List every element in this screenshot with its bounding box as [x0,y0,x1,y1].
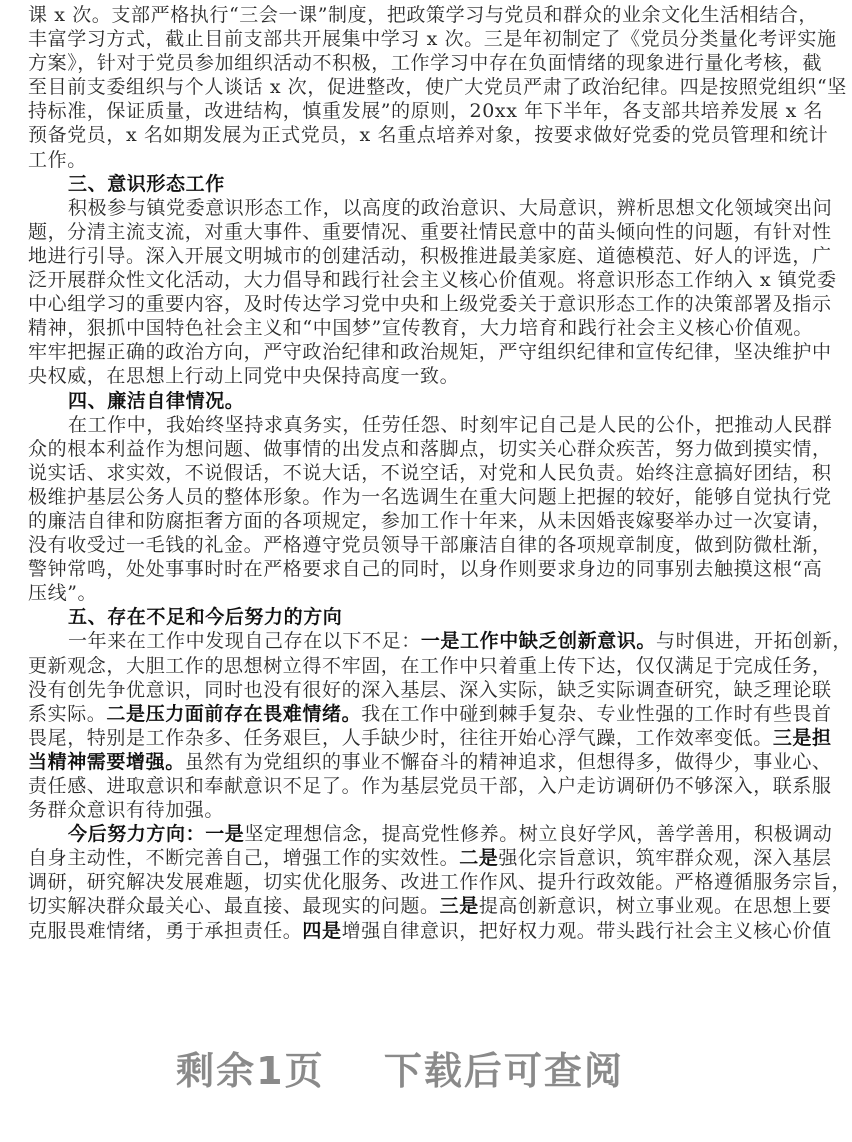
bold-text: 一是 [205,823,245,846]
text-line [28,870,852,894]
text-segment: 务群众意识有待加强。 [28,799,225,822]
text-line [28,75,847,99]
text-segment: 极维护基层公务人员的整体形象。作为一名选调生在重大问题上把握的较好，能够自觉执行党 [28,485,832,508]
text-segment: 自身主动性，不断完善自己，增强工作的实效性。 [28,847,460,870]
text-line [28,533,832,557]
text-line [28,268,837,292]
bold-text: 二是压力面前存在畏难情绪。 [106,702,362,725]
text-segment: 丰富学习方式，截止目前支部共开展集中学习 x 次。三是年初制定了《党员分类量化考评实施 [28,28,837,51]
text-line [28,27,837,51]
text-line [28,148,772,172]
text-line [28,846,832,870]
text-segment: 工作。 [28,148,87,171]
bold-text: 一是工作中缺乏创新意识。 [420,630,657,653]
section-heading [28,172,772,196]
download-to-view-text: 下载后可查阅 [383,1049,624,1093]
text-segment: 责任感、进取意识和奉献意识不足了。作为基层党员干部，入户走访调研仍不够深入，联系服 [28,775,832,797]
text-segment: 增强自律意识，把好权力观。带头践行社会主义核心价值 [341,919,832,942]
text-line [28,316,814,340]
text-segment: 众的根本利益作为想问题、做事情的出发点和落脚点，切实关心群众疾苦，努力做到摸实情， [28,437,832,460]
text-segment: 课 x 次。支部严格执行“三会一课”制度，把政策学习与党员和群众的业余文化生活相结合， [28,4,819,26]
text-segment: 坚定理想信念，提高党性修养。树立良好学风，善学善用，积极调动 [244,823,833,846]
text-segment: 积极参与镇党委意识形态工作，以高度的政治意识、大局意识，辨析思想文化领域突出问 [68,196,833,219]
text-line [28,750,832,774]
text-line [28,678,832,702]
text-line [28,292,832,316]
bold-text: 五、存在不足和今后努力的方向 [68,606,343,629]
document-body [28,3,852,943]
text-line [28,364,772,388]
text-segment: 精神，狠抓中国特色社会主义和“中国梦”宣传教育，大力培育和践行社会主义核心价值观。 [28,317,814,340]
text-segment: 地进行引导。深入开展文明城市的创建活动，积极推进最美家庭、道德模范、好人的评选，广 [28,244,832,267]
bold-text: 今后努力方向： [68,823,206,846]
section-heading [28,389,772,413]
text-segment: 在工作中，我始终坚持求真务实，任劳任怨、时刻牢记自己是人民的公仆，把推动人民群 [68,413,833,436]
text-segment: 持标准，保证质量，改进结构，慎重发展”的原则，20xx 年下半年，各支部共培养发展 x 名 [28,100,824,123]
text-segment: 我在工作中碰到棘手复杂、专业性强的工作时有些畏首 [361,702,832,725]
text-line [28,919,832,943]
bold-text: 当精神需要增强。 [28,750,185,773]
text-segment: 与时俱进，开拓创新， [656,630,852,653]
text-segment: 的廉洁自律和防腐拒奢方面的各项规定，参加工作十年来，从未因婚丧嫁娶举办过一次宴请， [28,509,832,532]
text-segment: 压线”。 [28,582,98,605]
text-segment: 题，分清主流支流，对重大事件、重要情况、重要社情民意中的苗头倾向性的问题，有针对性 [28,220,832,243]
text-line [28,123,829,147]
bold-text: 三是担 [772,726,832,749]
bold-text: 四、廉洁自律情况。 [68,389,245,412]
remaining-pages-text: 剩余1页 [176,1049,325,1093]
text-line [28,485,832,509]
text-segment: 切实解决群众最关心、最直接、最现实的问题。 [28,895,440,918]
text-segment: 方案》，针对于党员参加组织活动不积极，工作学习中存在负面情绪的现象进行量化考核，截 [28,52,823,75]
text-line [28,774,832,798]
bold-text: 四是 [302,919,342,942]
text-line [28,51,823,75]
text-segment: 央权威，在思想上行动上同党中央保持高度一致。 [28,365,460,388]
text-segment: 牢牢把握正确的政治方向，严守政治纪律和政治规矩，严守组织纪律和宣传纪律，坚决维护中 [28,341,832,364]
text-line [28,702,832,726]
bold-text: 三是 [439,895,479,918]
text-segment: 没有收受过一毛钱的礼金。严格遵守党员领导干部廉洁自律的各项规章制度，做到防微杜渐， [28,534,832,557]
text-segment: 至目前支委组织与个人谈话 x 次，促进整改，使广大党员严肃了政治纪律。四是按照党组织“坚 [28,76,847,99]
text-line [28,99,824,123]
text-line [28,557,823,581]
text-segment: 说实话、求实效，不说假话，不说大话，不说空话，对党和人民负责。始终注意搞好团结，积 [28,461,832,484]
text-segment: 调研，研究解决发展难题，切实优化服务、改进工作作风、提升行政效能。严格遵循服务宗旨， [28,871,852,894]
text-segment: 畏尾，特别是工作杂多、任务艰巨，人手缺少时，往往开始心浮气躁，工作效率变低。 [28,726,773,749]
text-segment: 虽然有为党组织的事业不懈奋斗的精神追求，但想得多，做得少，事业心、 [184,750,832,773]
text-segment: 预备党员，x 名如期发展为正式党员，x 名重点培养对象，按要求做好党委的党员管理和统计 [28,124,829,147]
text-line [28,220,832,244]
text-line [28,798,772,822]
text-segment: 泛开展群众性文化活动，大力倡导和践行社会主义核心价值观。将意识形态工作纳入 x 镇党委 [28,269,837,292]
text-line [28,726,832,750]
text-segment: 提高创新意识，树立事业观。在思想上要 [478,895,832,918]
text-segment: 警钟常鸣，处处事事时时在严格要求自己的同时，以身作则要求身边的同事别去触摸这根“高 [28,558,823,581]
text-line [28,244,832,268]
text-segment: 更新观念，大胆工作的思想树立得不牢固，在工作中只着重上传下达，仅仅满足于完成任务， [28,654,832,677]
text-segment: 克服畏难情绪，勇于承担责任。 [28,919,303,942]
text-segment: 一年来在工作中发现自己存在以下不足： [68,630,421,653]
text-line [28,581,772,605]
text-line [28,3,819,27]
text-line [28,822,833,846]
text-line [28,509,832,533]
bold-text: 三、意识形态工作 [68,172,225,195]
text-segment: 没有创先争优意识，同时也没有很好的深入基层、深入实际，缺乏实际调查研究，缺乏理论联 [28,678,832,701]
text-line [28,629,852,653]
text-segment: 系实际。 [28,702,107,725]
text-line [28,413,833,437]
text-line [28,894,832,918]
text-line [28,437,832,461]
text-segment: 强化宗旨意识，筑牢群众观，深入基层 [498,847,832,870]
section-heading [28,605,772,629]
text-segment: 中心组学习的重要内容，及时传达学习党中央和上级党委关于意识形态工作的决策部署及指示 [28,293,832,316]
text-line [28,654,832,678]
text-line [28,461,832,485]
text-line [28,196,833,220]
text-line [28,340,832,364]
bold-text: 二是 [459,847,499,870]
download-banner [0,1040,800,1095]
